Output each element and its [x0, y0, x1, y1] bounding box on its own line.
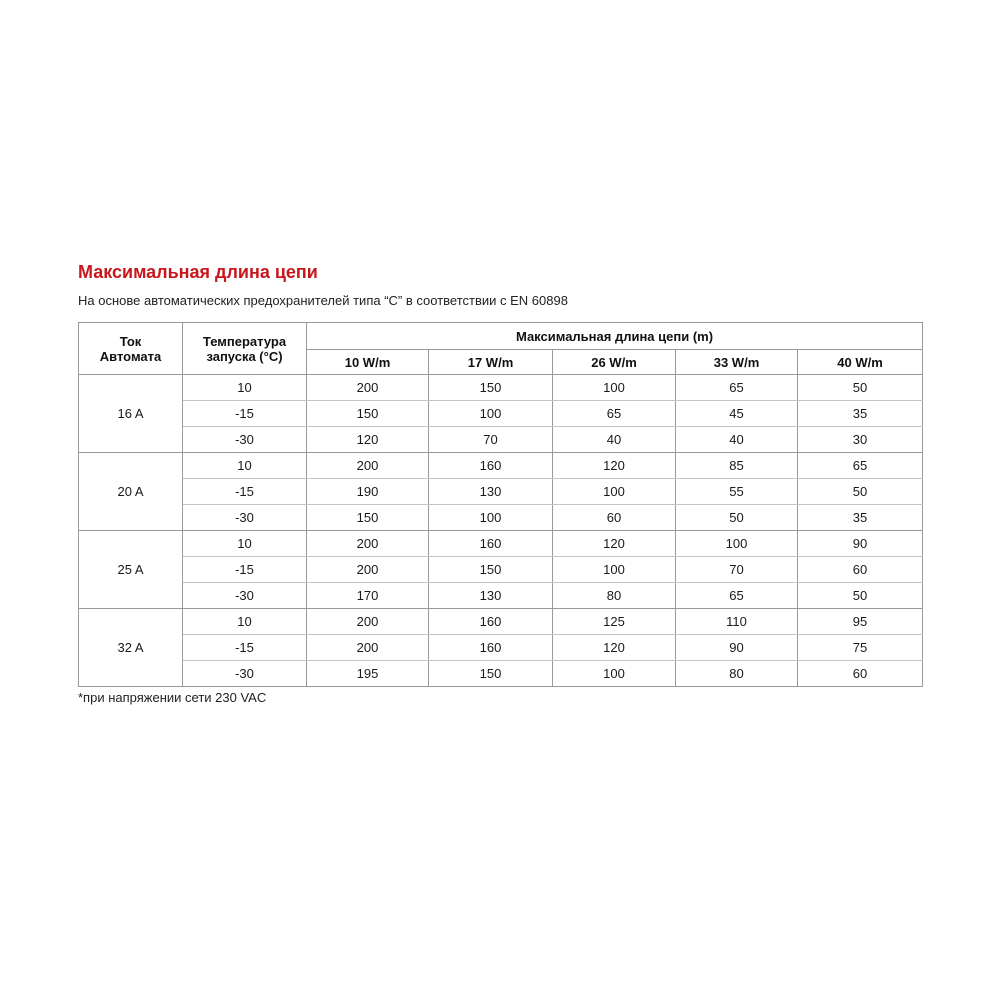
table-row	[79, 557, 923, 583]
length-value-cell: 30	[798, 427, 923, 453]
header-current: Ток Автомата	[79, 323, 183, 375]
length-value-cell: 100	[553, 661, 676, 687]
header-power-33: 33 W/m	[676, 350, 798, 375]
length-value-cell: 70	[429, 427, 553, 453]
current-rating-cell: 20 A	[79, 453, 183, 531]
length-value-cell: 65	[798, 453, 923, 479]
current-rating-cell: 32 A	[79, 609, 183, 687]
length-value-cell: 110	[676, 609, 798, 635]
start-temp-cell: -15	[183, 557, 307, 583]
length-value-cell: 120	[307, 427, 429, 453]
length-value-cell: 95	[798, 609, 923, 635]
length-value-cell: 200	[307, 531, 429, 557]
length-value-cell: 150	[429, 375, 553, 401]
length-value-cell: 50	[676, 505, 798, 531]
length-value-cell: 195	[307, 661, 429, 687]
length-value-cell: 35	[798, 401, 923, 427]
length-value-cell: 100	[553, 375, 676, 401]
header-power-17: 17 W/m	[429, 350, 553, 375]
footnote: *при напряжении сети 230 VAC	[78, 690, 267, 705]
current-rating-cell: 16 A	[79, 375, 183, 453]
length-value-cell: 90	[676, 635, 798, 661]
length-value-cell: 200	[307, 609, 429, 635]
length-value-cell: 150	[307, 401, 429, 427]
length-value-cell: 100	[429, 505, 553, 531]
length-value-cell: 35	[798, 505, 923, 531]
length-value-cell: 160	[429, 531, 553, 557]
length-value-cell: 150	[429, 557, 553, 583]
header-power-10: 10 W/m	[307, 350, 429, 375]
start-temp-cell: 10	[183, 453, 307, 479]
table-row	[79, 661, 923, 687]
length-value-cell: 55	[676, 479, 798, 505]
length-value-cell: 40	[676, 427, 798, 453]
length-value-cell: 130	[429, 479, 553, 505]
page-subtitle: На основе автоматических предохранителей типа “C” в соответствии с EN 60898	[78, 293, 568, 308]
length-value-cell: 40	[553, 427, 676, 453]
header-max-length: Максимальная длина цепи (m)	[307, 323, 923, 350]
table-row	[79, 609, 923, 635]
start-temp-cell: -30	[183, 427, 307, 453]
start-temp-cell: -30	[183, 583, 307, 609]
start-temp-cell: 10	[183, 609, 307, 635]
length-value-cell: 65	[676, 375, 798, 401]
header-start-temp: Температура запуска (°C)	[183, 323, 307, 375]
length-value-cell: 200	[307, 635, 429, 661]
start-temp-cell: -30	[183, 505, 307, 531]
table-row	[79, 427, 923, 453]
length-value-cell: 75	[798, 635, 923, 661]
length-value-cell: 150	[307, 505, 429, 531]
length-value-cell: 160	[429, 635, 553, 661]
start-temp-cell: -15	[183, 401, 307, 427]
length-value-cell: 200	[307, 453, 429, 479]
table-row	[79, 635, 923, 661]
start-temp-cell: -30	[183, 661, 307, 687]
length-value-cell: 200	[307, 557, 429, 583]
start-temp-cell: 10	[183, 375, 307, 401]
length-value-cell: 70	[676, 557, 798, 583]
length-value-cell: 160	[429, 609, 553, 635]
length-value-cell: 120	[553, 453, 676, 479]
length-value-cell: 65	[676, 583, 798, 609]
length-value-cell: 60	[798, 661, 923, 687]
length-value-cell: 50	[798, 479, 923, 505]
length-value-cell: 160	[429, 453, 553, 479]
length-value-cell: 125	[553, 609, 676, 635]
length-value-cell: 100	[553, 557, 676, 583]
length-value-cell: 80	[553, 583, 676, 609]
length-value-cell: 120	[553, 635, 676, 661]
table-row	[79, 505, 923, 531]
header-power-40: 40 W/m	[798, 350, 923, 375]
length-value-cell: 130	[429, 583, 553, 609]
length-value-cell: 200	[307, 375, 429, 401]
length-value-cell: 50	[798, 583, 923, 609]
table-row	[79, 453, 923, 479]
start-temp-cell: -15	[183, 635, 307, 661]
table-row	[79, 401, 923, 427]
start-temp-cell: 10	[183, 531, 307, 557]
length-value-cell: 50	[798, 375, 923, 401]
length-value-cell: 100	[676, 531, 798, 557]
length-value-cell: 65	[553, 401, 676, 427]
length-value-cell: 120	[553, 531, 676, 557]
length-value-cell: 60	[798, 557, 923, 583]
header-power-26: 26 W/m	[553, 350, 676, 375]
table-row	[79, 583, 923, 609]
circuit-length-table	[78, 322, 923, 687]
length-value-cell: 90	[798, 531, 923, 557]
length-value-cell: 85	[676, 453, 798, 479]
table-row	[79, 531, 923, 557]
page-title: Максимальная длина цепи	[78, 262, 318, 282]
length-value-cell: 170	[307, 583, 429, 609]
table-body	[79, 375, 923, 687]
length-value-cell: 150	[429, 661, 553, 687]
current-rating-cell: 25 A	[79, 531, 183, 609]
start-temp-cell: -15	[183, 479, 307, 505]
length-value-cell: 100	[553, 479, 676, 505]
length-value-cell: 45	[676, 401, 798, 427]
length-value-cell: 190	[307, 479, 429, 505]
table-row	[79, 479, 923, 505]
length-value-cell: 60	[553, 505, 676, 531]
length-value-cell: 80	[676, 661, 798, 687]
table-row	[79, 375, 923, 401]
length-value-cell: 100	[429, 401, 553, 427]
